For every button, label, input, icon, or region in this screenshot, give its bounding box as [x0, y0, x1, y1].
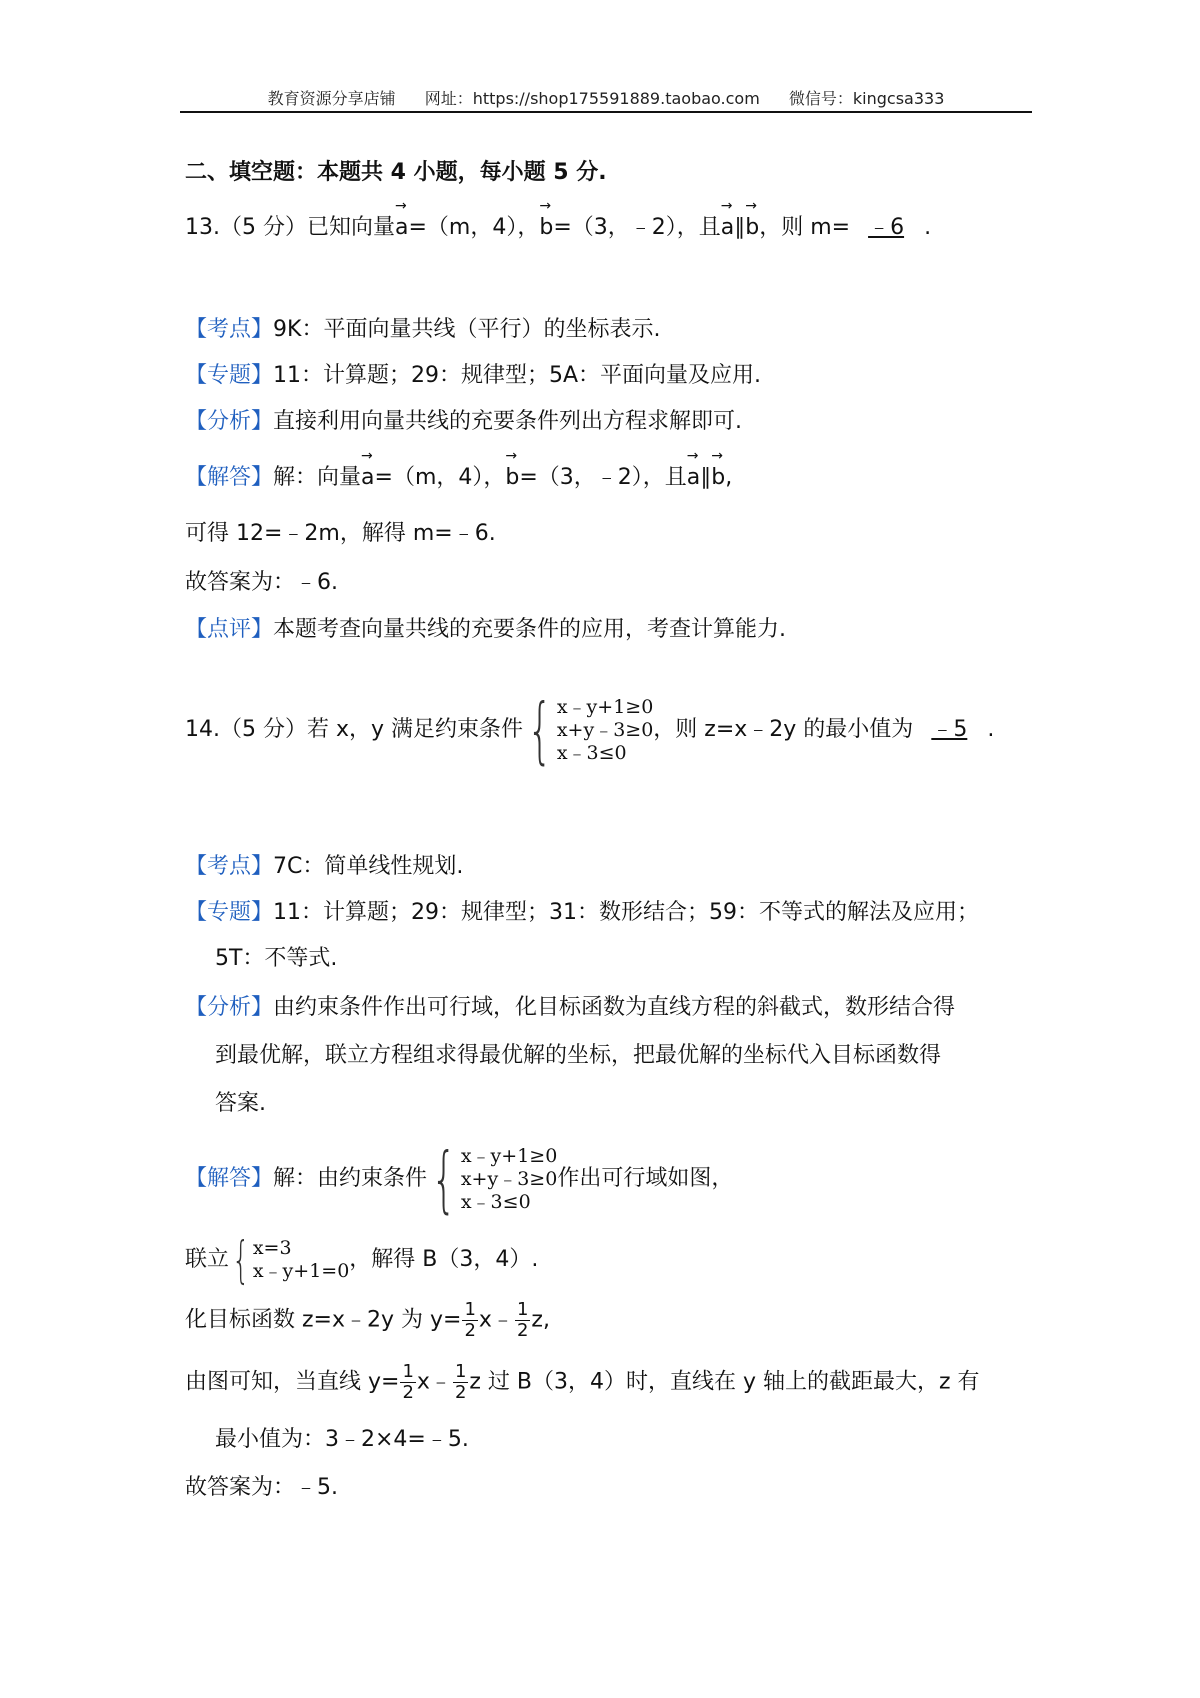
- q14-fenxi: 【分析】由约束条件作出可行域，化目标函数为直线方程的斜截式，数形结合得: [185, 995, 956, 1020]
- q13-dianping: 【点评】本题考查向量共线的充要条件的应用，考查计算能力.: [185, 617, 787, 642]
- q14-lianli: 联立 { x=3 x﹣y+1=0 ，解得 B（3，4）.: [185, 1231, 539, 1289]
- q13-zhuanti: 【专题】11：计算题；29：规律型；5A：平面向量及应用.: [185, 363, 762, 388]
- q13-kaodian: 【考点】9K：平面向量共线（平行）的坐标表示.: [185, 317, 661, 342]
- page-header: [180, 86, 1032, 109]
- q14-hua: 化目标函数 z=x﹣2y 为 y= $\frac{1}{2}$ x﹣ $\frac{1}{2}$ z,: [185, 1299, 550, 1341]
- q13-answer-blank: ﹣6: [868, 215, 905, 240]
- q13-step2: 故答案为：﹣6.: [185, 570, 338, 595]
- header-divider: [180, 111, 1032, 113]
- q14-answer-blank: ﹣5: [931, 717, 968, 742]
- q13-jieda: 【解答】解：向量→ a=（m，4），→ b=（3，﹣2），且→ a∥→ b,: [185, 463, 732, 493]
- shop-url[interactable]: 网址：https://shop175591889.taobao.com: [424, 89, 760, 108]
- shop-name: 教育资源分享店铺: [267, 89, 396, 108]
- q14-tu: 由图可知，当直线 y= $\frac{1}{2}$ x﹣ $\frac{1}{2}$ z 过 B（3，4）时，直线在 y 轴上的截距最大，z 有: [185, 1361, 980, 1403]
- constraint-system: { x﹣y+1≥0 x+y﹣3≥0 x﹣3≤0: [527, 688, 654, 772]
- q14-fenxi-cont2: 答案.: [215, 1091, 266, 1116]
- q14-final-answer: 故答案为：﹣5.: [185, 1475, 338, 1500]
- vector-b: → b: [539, 213, 553, 243]
- q13-question: 13.（5 分）已知向量→ a=（m，4），→ b=（3，﹣2），且→ a∥→ b，则 m= ﹣6 .: [185, 213, 931, 243]
- vector-a: → a: [395, 213, 408, 243]
- q14-kaodian: 【考点】7C：简单线性规划.: [185, 854, 464, 879]
- wechat-id: 微信号：kingcsa333: [788, 89, 945, 108]
- lianli-system: { x=3 x﹣y+1=0: [232, 1231, 350, 1289]
- q14-fenxi-cont1: 到最优解，联立方程组求得最优解的坐标，把最优解的坐标代入目标函数得: [215, 1043, 942, 1068]
- q14-jieda: 【解答】解：由约束条件 { x﹣y+1≥0 x+y﹣3≥0 x﹣3≤0 作出可行域如图，: [185, 1137, 734, 1221]
- q14-min-value: 最小值为：3﹣2×4=﹣5.: [215, 1427, 469, 1452]
- q14-question: 14.（5 分）若 x，y 满足约束条件 { x﹣y+1≥0 x+y﹣3≥0 x﹣3≤0 ，则 z=x﹣2y 的最小值为 ﹣5 .: [185, 688, 995, 772]
- q14-zhuanti-cont: 5T：不等式.: [215, 946, 338, 971]
- q13-fenxi: 【分析】直接利用向量共线的充要条件列出方程求解即可.: [185, 409, 743, 434]
- q14-zhuanti: 【专题】11：计算题；29：规律型；31：数形结合；59：不等式的解法及应用；: [185, 900, 979, 925]
- section-title: 二、填空题：本题共 4 小题，每小题 5 分.: [185, 160, 607, 185]
- q13-step1: 可得 12=﹣2m，解得 m=﹣6.: [185, 521, 496, 546]
